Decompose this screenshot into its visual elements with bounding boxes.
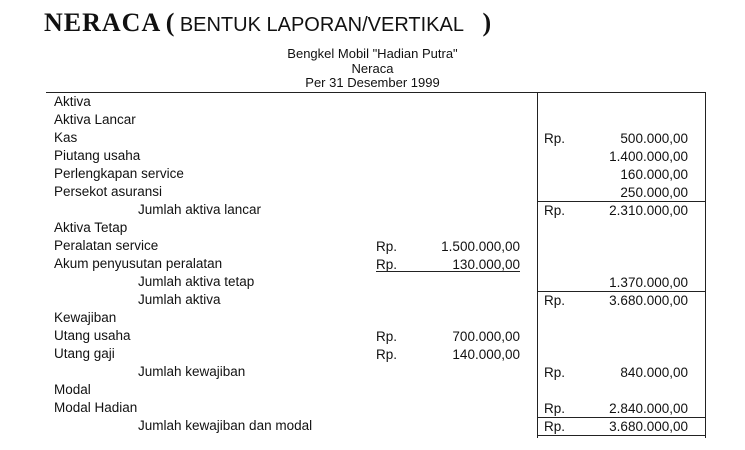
row-label: Modal <box>54 382 91 397</box>
row-label: Aktiva <box>54 94 91 109</box>
currency-symbol: Rp. <box>376 329 398 344</box>
row-label: Modal Hadian <box>54 400 138 415</box>
table-row <box>46 183 706 201</box>
subtraction-rule <box>376 271 520 272</box>
table-row <box>46 165 706 183</box>
amount-value: 700.000,00 <box>452 329 520 344</box>
currency-symbol: Rp. <box>544 203 566 218</box>
amount-value: 3.680.000,00 <box>609 293 688 308</box>
row-label: Jumlah kewajiban <box>138 364 246 379</box>
amount-value: 250.000,00 <box>620 185 688 200</box>
amount-value: 140.000,00 <box>452 347 520 362</box>
currency-symbol: Rp. <box>376 257 398 272</box>
row-label: Aktiva Tetap <box>54 220 128 235</box>
balance-sheet-table <box>46 92 706 438</box>
table-row <box>46 111 706 129</box>
amount-value: 160.000,00 <box>620 167 688 182</box>
currency-symbol: Rp. <box>544 365 566 380</box>
table-row <box>46 201 706 219</box>
row-label: Jumlah aktiva tetap <box>138 274 255 289</box>
company-name: Bengkel Mobil "Hadian Putra" <box>287 46 458 61</box>
amount-value: 1.370.000,00 <box>609 275 688 290</box>
table-row <box>46 93 706 111</box>
row-label: Utang usaha <box>54 328 131 343</box>
statement-name: Neraca <box>351 61 394 76</box>
row-label: Piutang usaha <box>54 148 141 163</box>
amount-value: 1.500.000,00 <box>441 239 520 254</box>
table-row <box>46 291 706 309</box>
total-rule <box>537 417 705 418</box>
heading-main: NERACA <box>44 8 162 37</box>
table-row <box>46 417 706 435</box>
row-label: Peralatan service <box>54 238 159 253</box>
row-label: Jumlah kewajiban dan modal <box>138 418 313 433</box>
total-rule <box>537 201 705 202</box>
heading-paren-open: ( <box>165 8 176 37</box>
amount-value: 2.310.000,00 <box>609 203 688 218</box>
table-row <box>46 327 706 345</box>
table-row <box>46 237 706 255</box>
amount-value: 3.680.000,00 <box>609 419 688 434</box>
amount-value: 500.000,00 <box>620 131 688 146</box>
heading-paren-close: ) <box>482 8 493 37</box>
heading-subtitle: BENTUK LAPORAN/VERTIKAL <box>179 14 464 36</box>
table-row <box>46 363 706 381</box>
total-rule <box>537 291 705 292</box>
row-label: Persekot asuransi <box>54 184 163 199</box>
row-label: Kewajiban <box>54 310 117 325</box>
table-row <box>46 345 706 363</box>
currency-symbol: Rp. <box>544 131 566 146</box>
table-row <box>46 219 706 237</box>
statement-period: Per 31 Desember 1999 <box>305 75 440 90</box>
currency-symbol: Rp. <box>376 347 398 362</box>
row-label: Perlengkapan service <box>54 166 184 181</box>
row-label: Akum penyusutan peralatan <box>54 256 223 271</box>
table-row <box>46 147 706 165</box>
table-row <box>46 273 706 291</box>
table-row <box>46 309 706 327</box>
row-label: Utang gaji <box>54 346 115 361</box>
document-heading <box>44 8 492 38</box>
table-row <box>46 129 706 147</box>
table-row <box>46 381 706 399</box>
amount-value: 130.000,00 <box>452 257 520 272</box>
currency-symbol: Rp. <box>544 419 566 434</box>
row-label: Jumlah aktiva <box>138 292 221 307</box>
row-label: Jumlah aktiva lancar <box>138 202 262 217</box>
amount-value: 2.840.000,00 <box>609 401 688 416</box>
row-label: Aktiva Lancar <box>54 112 136 127</box>
amount-value: 840.000,00 <box>620 365 688 380</box>
currency-symbol: Rp. <box>544 401 566 416</box>
amount-value: 1.400.000,00 <box>609 149 688 164</box>
currency-symbol: Rp. <box>376 239 398 254</box>
currency-symbol: Rp. <box>544 293 566 308</box>
table-bottom-rule <box>537 435 705 436</box>
table-row <box>46 399 706 417</box>
row-label: Kas <box>54 130 78 145</box>
